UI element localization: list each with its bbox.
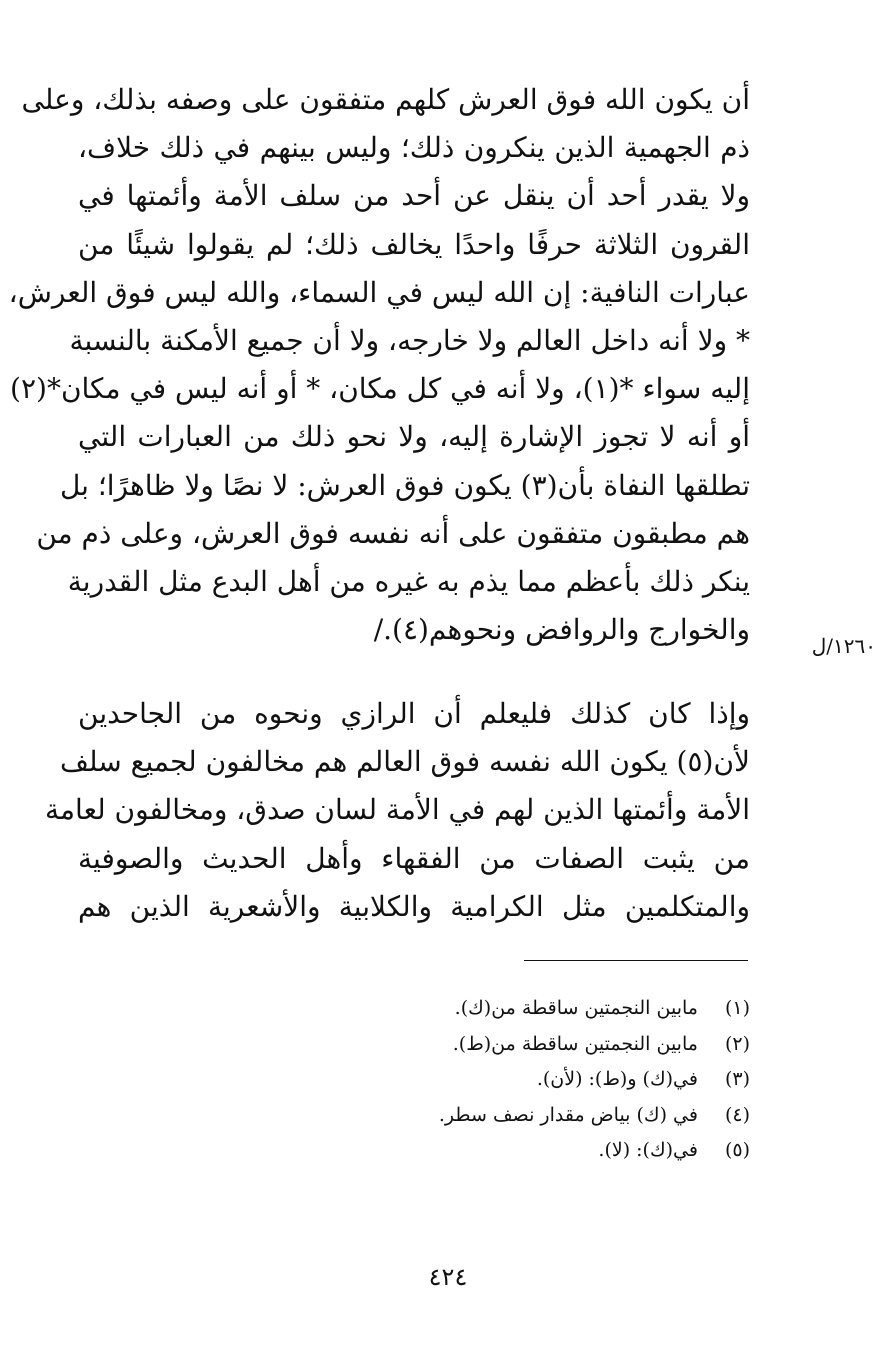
text-line: أو أنه لا تجوز الإشارة إليه، ولا نحو ذلك من العبارات التي [78, 420, 750, 454]
text-line: عبارات النافية: إن الله ليس في السماء، والله ليس فوق العرش، [8, 275, 750, 309]
footnotes [130, 993, 750, 1171]
text-line: تطلقها النفاة بأن(٣) يكون فوق العرش: لا نصًا ولا ظاهرًا؛ بل [59, 468, 750, 502]
footnote-text: مابين النجمتين ساقطة من(ك). [454, 997, 698, 1019]
manuscript-folio-note: ١٢٦٠/ل [811, 634, 876, 658]
footnote-text: مابين النجمتين ساقطة من(ط). [452, 1032, 698, 1055]
text-line: هم مطبقون متفقون على أنه نفسه فوق العرش، وعلى ذم من [36, 516, 750, 550]
text-line: إليه سواء *(١)، ولا أنه في كل مكان، * أو أنه ليس في مكان*(٢) [10, 372, 750, 406]
text-line: * ولا أنه داخل العالم ولا خارجه، ولا أن جميع الأمكنة بالنسبة [69, 323, 750, 357]
footnote-item [130, 1029, 750, 1065]
footnote-item [130, 1135, 750, 1171]
footnote-text: في(ك): (لا). [598, 1139, 698, 1161]
footnote-number: (٣) [724, 1068, 750, 1090]
text-line: ولا يقدر أحد أن ينقل عن أحد من سلف الأمة وأئمتها في [78, 179, 750, 213]
footnote-separator [524, 960, 748, 961]
text-line: ذم الجهمية الذين ينكرون ذلك؛ وليس بينهم في ذلك خلاف، [78, 131, 750, 165]
text-line: والمتكلمين مثل الكرامية والكلابية والأشعرية الذين هم [78, 889, 750, 923]
body-paragraph-2 [45, 690, 750, 931]
footnote-item [130, 1100, 750, 1136]
footnote-number: (٢) [724, 1032, 750, 1055]
text-line: وإذا كان كذلك فليعلم أن الرازي ونحوه من الجاحدين [78, 697, 750, 730]
footnote-number: (٤) [724, 1103, 750, 1126]
text-line: والخوارج والروافض ونحوهم(٤)./ [373, 613, 750, 647]
text-line: الأمة وأئمتها الذين لهم في الأمة لسان صدق، ومخالفون لعامة [45, 793, 750, 827]
body-paragraph-1 [8, 76, 750, 654]
text-line: القرون الثلاثة حرفًا واحدًا يخالف ذلك؛ لم يقولوا شيئًا من [78, 227, 750, 261]
text-line: من يثبت الصفات من الفقهاء وأهل الحديث والصوفية [78, 841, 750, 875]
text-line: ينكر ذلك بأعظم مما يذم به غيره من أهل البدع مثل القدرية [67, 564, 750, 598]
footnote-number: (١) [724, 997, 750, 1019]
text-line: لأن(٥) يكون الله نفسه فوق العالم هم مخالفون لجميع سلف [59, 745, 750, 779]
page-number: ٤٢٤ [428, 1263, 468, 1291]
footnote-item [130, 993, 750, 1029]
text-line: أن يكون الله فوق العرش كلهم متفقون على وصفه بذلك، وعلى [21, 83, 750, 116]
footnote-item [130, 1064, 750, 1100]
footnote-text: في (ك) بياض مقدار نصف سطر. [438, 1103, 698, 1126]
footnote-text: في(ك) و(ط): (لأن). [536, 1068, 698, 1090]
footnote-number: (٥) [724, 1139, 750, 1161]
